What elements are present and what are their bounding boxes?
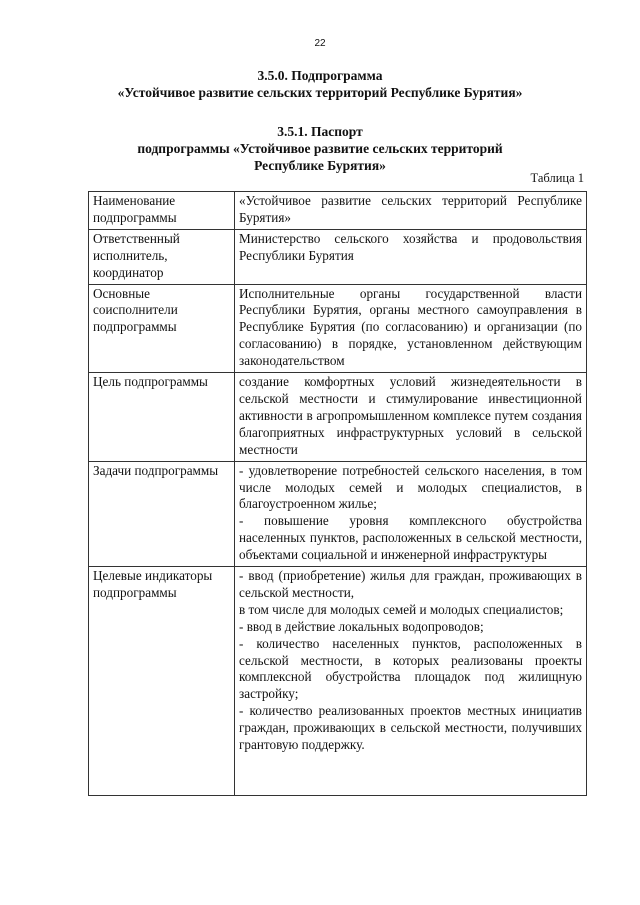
- content-paragraph: создание комфортных условий жизнедеятельности в сельской местности и стимулирование инвестиционной активности в агропромышленном комплексе путем создания благоприятных инфраструктурных условий в сельской местности: [239, 374, 582, 457]
- content-paragraph: - повышение уровня комплексного обустройства населенных пунктов, расположенных в сельской местности, объектами социальной и инженерной инфраструктуры: [239, 513, 582, 563]
- passport-heading: [0, 123, 640, 174]
- row-label: Задачи подпрограммы: [89, 461, 235, 566]
- row-content: [235, 284, 587, 373]
- passport-table: [88, 191, 587, 796]
- row-label: Ответственный исполнитель, координатор: [89, 229, 235, 284]
- content-paragraph: Исполнительные органы государственной власти Республики Бурятия, органы местного самоуправления в Республике Бурятия (по согласованию) и организации (по согласованию) в порядке, установленном действующим законодательством: [239, 285, 582, 369]
- section-heading-line-2: «Устойчивое развитие сельских территорий Республике Бурятия»: [117, 85, 523, 100]
- table-caption: Таблица 1: [530, 171, 584, 185]
- row-content: [235, 229, 587, 284]
- row-content: [235, 567, 587, 796]
- passport-heading-line-1: 3.5.1. Паспорт: [277, 124, 363, 139]
- content-paragraph: - количество населенных пунктов, расположенных в сельской местности, в которых реализованы проекты комплексной обустройства площадок под жилищную застройку;: [239, 635, 582, 702]
- row-content: [235, 373, 587, 462]
- row-label: Цель подпрограммы: [89, 373, 235, 462]
- passport-heading-line-2: подпрограммы «Устойчивое развитие сельских территорий: [137, 141, 503, 156]
- table-row: [89, 229, 587, 284]
- row-label: Основные соисполнители подпрограммы: [89, 284, 235, 373]
- table-row: [89, 373, 587, 462]
- content-paragraph: в том числе для молодых семей и молодых специалистов;: [239, 601, 564, 617]
- row-label: Целевые индикаторы подпрограммы: [89, 567, 235, 796]
- content-paragraph: «Устойчивое развитие сельских территорий Республике Бурятия»: [239, 193, 582, 225]
- content-paragraph: - ввод в действие локальных водопроводов;: [239, 618, 484, 634]
- content-paragraph: Министерство сельского хозяйства и продовольствия Республики Бурятия: [239, 230, 582, 263]
- table-row: [89, 567, 587, 796]
- content-paragraph: - ввод (приобретение) жилья для граждан, проживающих в сельской местности,: [239, 568, 582, 600]
- row-content: [235, 192, 587, 230]
- content-paragraph: - количество реализованных проектов местных инициатив граждан, проживающих в сельской местности, получивших грантовую поддержку.: [239, 703, 582, 753]
- section-heading: [0, 67, 640, 101]
- content-paragraph: - удовлетворение потребностей сельского населения, в том числе молодых семей и молодых специалистов, в благоустроенном жилье;: [239, 462, 582, 512]
- section-heading-line-1: 3.5.0. Подпрограмма: [257, 68, 383, 83]
- table-row: [89, 461, 587, 566]
- row-content: [235, 461, 587, 566]
- row-label: Наименование подпрограммы: [89, 192, 235, 230]
- table-row: [89, 284, 587, 373]
- page-number: 22: [314, 38, 326, 49]
- passport-heading-line-3: Республике Бурятия»: [254, 158, 386, 173]
- table-row: [89, 192, 587, 230]
